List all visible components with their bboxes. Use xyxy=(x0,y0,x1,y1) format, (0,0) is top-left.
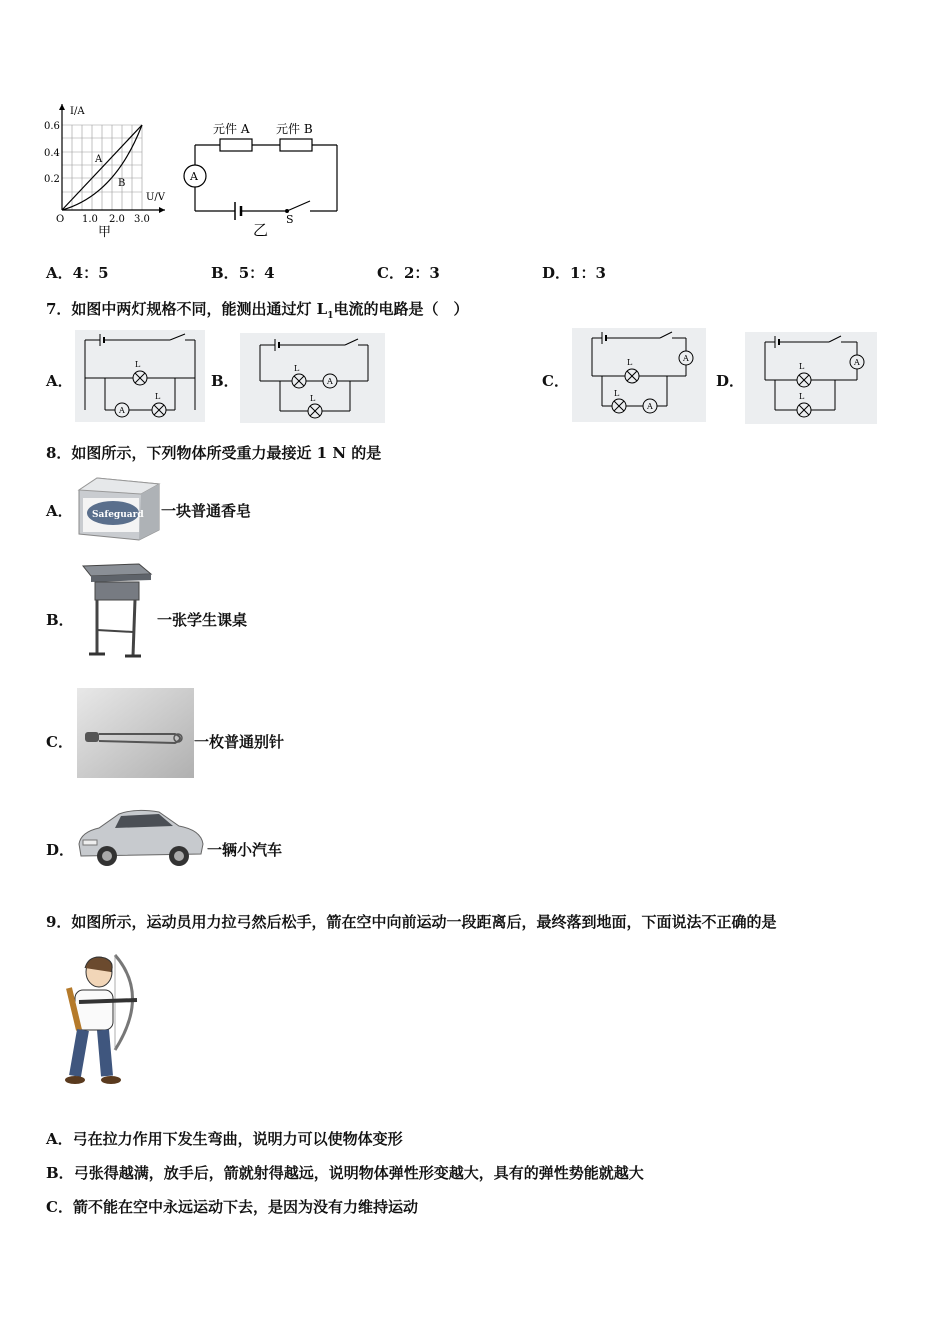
switch-icon xyxy=(287,201,310,211)
element-a-label: 元件 A xyxy=(213,122,250,136)
q8-option-c-letter[interactable]: C． xyxy=(46,733,73,751)
q8-option-a-letter[interactable]: A． xyxy=(46,502,73,520)
iv-graph-figure xyxy=(40,100,180,240)
q6-option-d[interactable] xyxy=(542,262,606,283)
switch-label: S xyxy=(286,213,294,226)
element-b xyxy=(280,139,312,151)
meter-label: A xyxy=(683,354,689,363)
lamp1-label: L xyxy=(799,362,805,371)
lamp2-label: L xyxy=(155,392,161,401)
q9-stem: 9．如图所示，运动员用力拉弓然后松手，箭在空中向前运动一段距离后，最终落到地面，下面说法不正确的是 xyxy=(46,913,777,931)
lamp1-label: L xyxy=(294,364,300,373)
q7-circuit-c[interactable] xyxy=(572,328,706,422)
meter-label: A xyxy=(854,358,860,367)
curve-b-label: B xyxy=(118,178,126,189)
x-axis-label: U/V xyxy=(146,192,166,203)
graph-caption: 甲 xyxy=(98,225,112,240)
option-text: 箭不能在空中永远运动下去，是因为没有力维持运动 xyxy=(72,1198,418,1216)
q7-option-d-letter[interactable]: D． xyxy=(716,372,745,390)
lamp1-label: L xyxy=(135,360,141,369)
option-text: 4：5 xyxy=(72,264,109,282)
x-tick: 2.0 xyxy=(109,214,125,225)
q7-stem xyxy=(46,298,469,321)
option-letter: B． xyxy=(46,1164,74,1182)
option-text: 5：4 xyxy=(238,264,275,282)
meter-label: A xyxy=(327,377,333,386)
element-a xyxy=(220,139,252,151)
x-tick: 3.0 xyxy=(134,214,150,225)
q8-option-d-letter[interactable]: D． xyxy=(46,841,75,859)
q8-option-b-letter[interactable]: B． xyxy=(46,611,74,629)
q7-option-b-letter[interactable]: B． xyxy=(211,372,239,390)
q8-stem: 8．如图所示，下列物体所受重力最接近 1 N 的是 xyxy=(46,444,382,462)
q8-option-d-text[interactable]: 一辆小汽车 xyxy=(207,841,283,859)
meter-label: A xyxy=(119,406,125,415)
option-text: 弓在拉力作用下发生弯曲，说明力可以使物体变形 xyxy=(72,1130,403,1148)
series-circuit-figure xyxy=(180,115,350,240)
q7-option-c-letter[interactable]: C． xyxy=(542,372,569,390)
q7-stem-sub: 1 xyxy=(327,311,334,321)
q6-option-b[interactable] xyxy=(211,262,275,283)
option-letter: C． xyxy=(46,1198,73,1216)
q9-option-a[interactable] xyxy=(46,1128,403,1149)
option-letter: C． xyxy=(377,264,404,282)
option-letter: D． xyxy=(542,264,571,282)
option-text: 2：3 xyxy=(403,264,440,282)
desk-image[interactable] xyxy=(77,560,155,660)
origin-label: O xyxy=(56,214,65,225)
soap-brand: Safeguard xyxy=(92,510,144,520)
q9-option-c[interactable] xyxy=(46,1196,418,1217)
safety-pin-image[interactable] xyxy=(77,688,194,778)
y-axis-label: I/A xyxy=(70,106,85,117)
lamp2-label: L xyxy=(614,389,620,398)
lamp2-label: L xyxy=(799,392,805,401)
archer-image xyxy=(55,950,145,1090)
option-letter: A． xyxy=(46,1130,73,1148)
y-tick: 0.2 xyxy=(44,174,60,185)
car-image[interactable] xyxy=(75,800,207,872)
option-letter: B． xyxy=(211,264,239,282)
lamp1-label: L xyxy=(627,358,633,367)
curve-a-label: A xyxy=(95,154,103,165)
option-text: 1：3 xyxy=(570,264,606,282)
q7-circuit-d[interactable] xyxy=(745,332,877,424)
q7-circuit-b[interactable] xyxy=(240,333,385,423)
q8-option-a-text[interactable]: 一块普通香皂 xyxy=(161,502,252,520)
q8-option-b-text[interactable]: 一张学生课桌 xyxy=(157,611,248,629)
option-text: 弓张得越满，放手后，箭就射得越远，说明物体弹性形变越大，具有的弹性势能就越大 xyxy=(73,1164,644,1182)
circuit-caption: 乙 xyxy=(253,221,269,239)
ammeter-label: A xyxy=(190,170,198,183)
soap-image[interactable] xyxy=(75,476,161,542)
y-tick: 0.4 xyxy=(44,148,60,159)
q7-circuit-a[interactable] xyxy=(75,330,205,422)
q6-option-a[interactable] xyxy=(46,262,109,283)
q8-option-c-text[interactable]: 一枚普通别针 xyxy=(194,733,285,751)
y-tick: 0.6 xyxy=(44,121,60,132)
q7-stem-prefix: 7．如图中两灯规格不同，能测出通过灯 L xyxy=(46,300,328,318)
option-letter: A． xyxy=(46,264,73,282)
x-tick: 1.0 xyxy=(82,214,98,225)
q7-stem-suffix: 电流的电路是（ ） xyxy=(333,300,469,318)
meter-label: A xyxy=(647,402,653,411)
element-b-label: 元件 B xyxy=(276,122,313,136)
q9-option-b[interactable] xyxy=(46,1162,644,1183)
lamp2-label: L xyxy=(310,394,316,403)
q7-option-a-letter[interactable]: A． xyxy=(46,372,73,390)
q6-option-c[interactable] xyxy=(377,262,440,283)
